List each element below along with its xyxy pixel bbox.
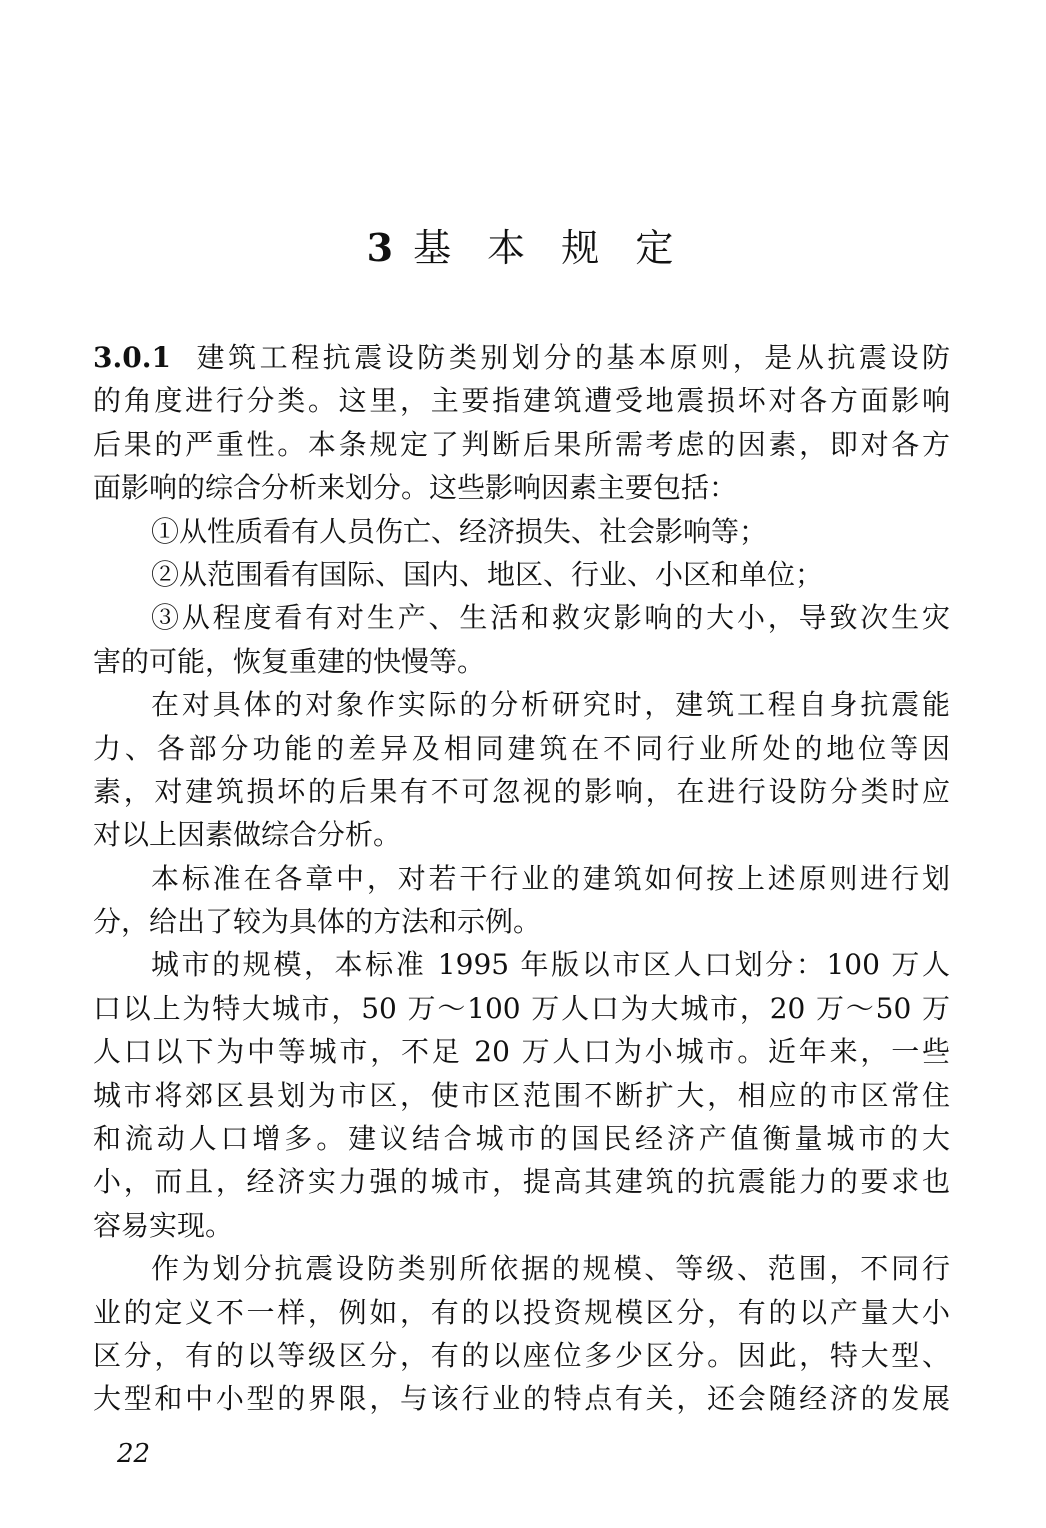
clause-number: 3.0.1 (93, 341, 171, 374)
text-line: 后果的严重性。本条规定了判断后果所需考虑的因素，即对各方 (93, 427, 950, 461)
text-line: 对以上因素做综合分析。 (93, 818, 402, 852)
chapter-number: 3 (366, 225, 406, 270)
chapter-title: 基 本 规 定 (413, 226, 686, 270)
text-line: 建筑工程抗震设防类别划分的基本原则，是从抗震设防 (192, 341, 950, 374)
paragraph-first-line: 本标准在各章中，对若干行业的建筑如何按上述原则进行划 (151, 861, 950, 895)
list-item: ②从范围看有国际、国内、地区、行业、小区和单位； (151, 557, 824, 591)
text-line: 和流动人口增多。建议结合城市的国民经济产值衡量城市的大 (93, 1122, 950, 1156)
text-line: 分，给出了较为具体的方法和示例。 (93, 905, 542, 939)
page-number: 22 (117, 1439, 151, 1469)
text-line: 区分，有的以等级区分，有的以座位多少区分。因此，特大型、 (93, 1338, 950, 1372)
list-item: ①从性质看有人员伤亡、经济损失、社会影响等； (151, 514, 768, 548)
text-line: 害的可能，恢复重建的快慢等。 (93, 644, 486, 678)
text-line: 小，而且，经济实力强的城市，提高其建筑的抗震能力的要求也 (93, 1165, 950, 1199)
text-line: 面影响的综合分析来划分。这些影响因素主要包括： (93, 471, 738, 505)
clause-first-line (93, 336, 950, 379)
body-text (93, 336, 950, 1421)
paragraph-first-line: 在对具体的对象作实际的分析研究时，建筑工程自身抗震能 (151, 688, 950, 722)
text-line: 城市将郊区县划为市区，使市区范围不断扩大，相应的市区常住 (93, 1078, 950, 1112)
paragraph-first-line: 作为划分抗震设防类别所依据的规模、等级、范围，不同行 (151, 1252, 950, 1286)
text-line: 口以上为特大城市，50 万～100 万人口为大城市，20 万～50 万 (93, 991, 950, 1025)
paragraph-first-line: 城市的规模，本标准 1995 年版以市区人口划分：100 万人 (151, 948, 950, 982)
text-line: 素，对建筑损坏的后果有不可忽视的影响，在进行设防分类时应 (93, 774, 950, 808)
text-line: 大型和中小型的界限，与该行业的特点有关，还会随经济的发展 (93, 1382, 950, 1416)
chapter-heading (0, 218, 1046, 278)
text-line: 业的定义不一样，例如，有的以投资规模区分，有的以产量大小 (93, 1295, 950, 1329)
list-item: ③从程度看有对生产、生活和救灾影响的大小，导致次生灾 (151, 601, 950, 635)
text-line: 力、各部分功能的差异及相同建筑在不同行业所处的地位等因 (93, 731, 950, 765)
text-line: 容易实现。 (93, 1208, 234, 1242)
text-line: 人口以下为中等城市，不足 20 万人口为小城市。近年来，一些 (93, 1035, 950, 1069)
text-line: 的角度进行分类。这里，主要指建筑遭受地震损坏对各方面影响 (93, 384, 950, 418)
